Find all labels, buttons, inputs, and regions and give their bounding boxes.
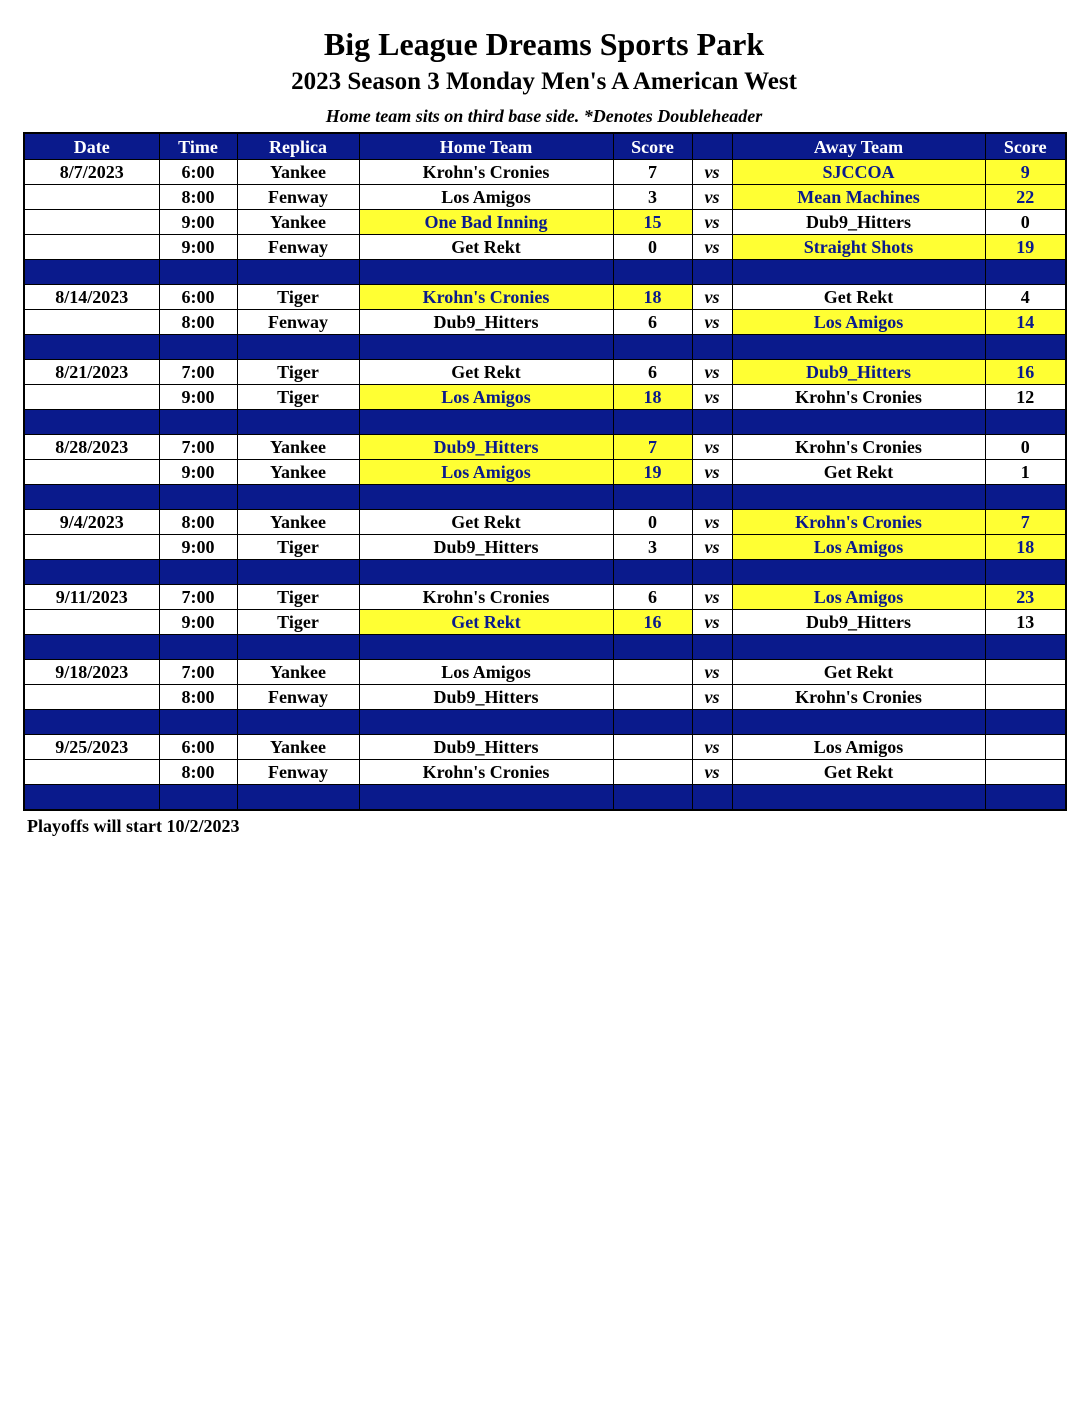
separator-cell bbox=[692, 560, 732, 585]
separator-cell bbox=[985, 485, 1066, 510]
week-separator-row bbox=[24, 560, 1066, 585]
separator-cell bbox=[985, 785, 1066, 811]
away-team: Straight Shots bbox=[732, 235, 985, 260]
game-date bbox=[24, 210, 159, 235]
game-row bbox=[24, 385, 1066, 410]
home-score: 7 bbox=[613, 160, 692, 185]
home-score: 15 bbox=[613, 210, 692, 235]
separator-cell bbox=[359, 635, 613, 660]
separator-cell bbox=[613, 785, 692, 811]
home-team: Krohn's Cronies bbox=[359, 760, 613, 785]
away-score: 18 bbox=[985, 535, 1066, 560]
week-separator-row bbox=[24, 260, 1066, 285]
separator-cell bbox=[985, 710, 1066, 735]
separator-cell bbox=[159, 335, 237, 360]
col-away-team: Away Team bbox=[732, 133, 985, 160]
separator-cell bbox=[613, 485, 692, 510]
separator-cell bbox=[237, 710, 359, 735]
away-score: 16 bbox=[985, 360, 1066, 385]
game-row bbox=[24, 535, 1066, 560]
separator-cell bbox=[24, 785, 159, 811]
game-date bbox=[24, 385, 159, 410]
col-home-score: Score bbox=[613, 133, 692, 160]
home-score: 0 bbox=[613, 235, 692, 260]
game-time: 8:00 bbox=[159, 310, 237, 335]
col-vs bbox=[692, 133, 732, 160]
game-row bbox=[24, 685, 1066, 710]
separator-cell bbox=[732, 710, 985, 735]
home-score bbox=[613, 660, 692, 685]
home-team: Los Amigos bbox=[359, 385, 613, 410]
game-replica: Tiger bbox=[237, 285, 359, 310]
game-date bbox=[24, 610, 159, 635]
page-subtitle: 2023 Season 3 Monday Men's A American West bbox=[291, 68, 797, 95]
away-team: Get Rekt bbox=[732, 660, 985, 685]
game-replica: Yankee bbox=[237, 735, 359, 760]
away-score: 7 bbox=[985, 510, 1066, 535]
game-date bbox=[24, 460, 159, 485]
vs-label: vs bbox=[692, 235, 732, 260]
home-team: Los Amigos bbox=[359, 185, 613, 210]
game-time: 8:00 bbox=[159, 685, 237, 710]
game-time: 6:00 bbox=[159, 160, 237, 185]
separator-cell bbox=[359, 560, 613, 585]
game-time: 8:00 bbox=[159, 760, 237, 785]
game-row bbox=[24, 660, 1066, 685]
separator-cell bbox=[732, 485, 985, 510]
home-score: 6 bbox=[613, 310, 692, 335]
vs-label: vs bbox=[692, 460, 732, 485]
game-row bbox=[24, 760, 1066, 785]
home-score: 0 bbox=[613, 510, 692, 535]
separator-cell bbox=[613, 335, 692, 360]
game-row bbox=[24, 360, 1066, 385]
away-score: 1 bbox=[985, 460, 1066, 485]
week-separator-row bbox=[24, 710, 1066, 735]
schedule-body bbox=[24, 160, 1066, 811]
game-time: 7:00 bbox=[159, 585, 237, 610]
away-score: 19 bbox=[985, 235, 1066, 260]
home-team: Get Rekt bbox=[359, 360, 613, 385]
separator-cell bbox=[159, 485, 237, 510]
game-row bbox=[24, 160, 1066, 185]
separator-cell bbox=[359, 410, 613, 435]
separator-cell bbox=[24, 485, 159, 510]
away-team: Dub9_Hitters bbox=[732, 610, 985, 635]
game-replica: Yankee bbox=[237, 510, 359, 535]
separator-cell bbox=[159, 635, 237, 660]
away-score: 0 bbox=[985, 435, 1066, 460]
col-time: Time bbox=[159, 133, 237, 160]
separator-cell bbox=[24, 410, 159, 435]
home-score: 6 bbox=[613, 585, 692, 610]
separator-cell bbox=[985, 260, 1066, 285]
away-team: Krohn's Cronies bbox=[732, 510, 985, 535]
game-time: 7:00 bbox=[159, 360, 237, 385]
separator-cell bbox=[159, 560, 237, 585]
separator-cell bbox=[732, 335, 985, 360]
home-score: 6 bbox=[613, 360, 692, 385]
away-team: Krohn's Cronies bbox=[732, 385, 985, 410]
away-score: 13 bbox=[985, 610, 1066, 635]
away-score: 22 bbox=[985, 185, 1066, 210]
vs-label: vs bbox=[692, 685, 732, 710]
week-separator-row bbox=[24, 635, 1066, 660]
week-separator-row bbox=[24, 335, 1066, 360]
separator-cell bbox=[692, 785, 732, 811]
game-row bbox=[24, 310, 1066, 335]
game-replica: Yankee bbox=[237, 160, 359, 185]
separator-cell bbox=[359, 785, 613, 811]
separator-cell bbox=[732, 410, 985, 435]
game-date bbox=[24, 185, 159, 210]
game-replica: Yankee bbox=[237, 660, 359, 685]
game-replica: Yankee bbox=[237, 460, 359, 485]
playoffs-note: Playoffs will start 10/2/2023 bbox=[27, 816, 240, 836]
col-home-team: Home Team bbox=[359, 133, 613, 160]
home-score: 19 bbox=[613, 460, 692, 485]
vs-label: vs bbox=[692, 210, 732, 235]
away-team: Los Amigos bbox=[732, 735, 985, 760]
week-separator-row bbox=[24, 485, 1066, 510]
separator-cell bbox=[732, 785, 985, 811]
game-time: 7:00 bbox=[159, 660, 237, 685]
game-replica: Yankee bbox=[237, 210, 359, 235]
separator-cell bbox=[24, 335, 159, 360]
game-time: 7:00 bbox=[159, 435, 237, 460]
away-team: Get Rekt bbox=[732, 760, 985, 785]
home-score bbox=[613, 760, 692, 785]
vs-label: vs bbox=[692, 285, 732, 310]
game-replica: Fenway bbox=[237, 185, 359, 210]
home-score bbox=[613, 735, 692, 760]
vs-label: vs bbox=[692, 160, 732, 185]
game-row bbox=[24, 435, 1066, 460]
game-date bbox=[24, 760, 159, 785]
separator-cell bbox=[985, 560, 1066, 585]
separator-cell bbox=[692, 485, 732, 510]
game-row bbox=[24, 585, 1066, 610]
col-date: Date bbox=[24, 133, 159, 160]
separator-cell bbox=[237, 485, 359, 510]
separator-cell bbox=[237, 785, 359, 811]
game-date bbox=[24, 235, 159, 260]
page-title: Big League Dreams Sports Park bbox=[323, 26, 765, 62]
away-score: 23 bbox=[985, 585, 1066, 610]
vs-label: vs bbox=[692, 735, 732, 760]
separator-cell bbox=[613, 560, 692, 585]
game-replica: Fenway bbox=[237, 685, 359, 710]
separator-cell bbox=[359, 260, 613, 285]
schedule-table bbox=[23, 132, 1067, 811]
game-time: 9:00 bbox=[159, 460, 237, 485]
col-replica: Replica bbox=[237, 133, 359, 160]
game-time: 6:00 bbox=[159, 735, 237, 760]
separator-cell bbox=[692, 410, 732, 435]
separator-cell bbox=[159, 785, 237, 811]
game-time: 9:00 bbox=[159, 535, 237, 560]
game-replica: Fenway bbox=[237, 235, 359, 260]
home-score: 18 bbox=[613, 385, 692, 410]
away-team: Krohn's Cronies bbox=[732, 685, 985, 710]
game-time: 9:00 bbox=[159, 210, 237, 235]
game-replica: Tiger bbox=[237, 610, 359, 635]
separator-cell bbox=[359, 335, 613, 360]
separator-cell bbox=[613, 410, 692, 435]
header-row bbox=[24, 133, 1066, 160]
game-row bbox=[24, 510, 1066, 535]
separator-cell bbox=[692, 260, 732, 285]
game-time: 6:00 bbox=[159, 285, 237, 310]
away-score: 4 bbox=[985, 285, 1066, 310]
separator-cell bbox=[159, 260, 237, 285]
separator-cell bbox=[613, 635, 692, 660]
away-score bbox=[985, 660, 1066, 685]
game-replica: Tiger bbox=[237, 360, 359, 385]
game-replica: Tiger bbox=[237, 585, 359, 610]
separator-cell bbox=[237, 335, 359, 360]
game-time: 8:00 bbox=[159, 185, 237, 210]
game-replica: Tiger bbox=[237, 385, 359, 410]
home-score: 18 bbox=[613, 285, 692, 310]
game-time: 9:00 bbox=[159, 235, 237, 260]
home-score bbox=[613, 685, 692, 710]
away-team: Get Rekt bbox=[732, 460, 985, 485]
game-row bbox=[24, 610, 1066, 635]
vs-label: vs bbox=[692, 185, 732, 210]
separator-cell bbox=[613, 260, 692, 285]
away-score bbox=[985, 735, 1066, 760]
home-team: Krohn's Cronies bbox=[359, 285, 613, 310]
home-team: Get Rekt bbox=[359, 510, 613, 535]
away-team: Mean Machines bbox=[732, 185, 985, 210]
away-team: Krohn's Cronies bbox=[732, 435, 985, 460]
separator-cell bbox=[359, 710, 613, 735]
game-date: 9/18/2023 bbox=[24, 660, 159, 685]
game-row bbox=[24, 185, 1066, 210]
away-score: 0 bbox=[985, 210, 1066, 235]
game-replica: Tiger bbox=[237, 535, 359, 560]
home-score: 3 bbox=[613, 535, 692, 560]
home-team: Get Rekt bbox=[359, 235, 613, 260]
vs-label: vs bbox=[692, 310, 732, 335]
separator-cell bbox=[692, 710, 732, 735]
home-team: Dub9_Hitters bbox=[359, 310, 613, 335]
game-date: 8/28/2023 bbox=[24, 435, 159, 460]
week-separator-row bbox=[24, 410, 1066, 435]
away-team: Dub9_Hitters bbox=[732, 210, 985, 235]
away-team: Los Amigos bbox=[732, 585, 985, 610]
game-replica: Fenway bbox=[237, 760, 359, 785]
away-team: Los Amigos bbox=[732, 310, 985, 335]
vs-label: vs bbox=[692, 610, 732, 635]
schedule-note: Home team sits on third base side. *Denotes Doubleheader bbox=[325, 106, 763, 126]
vs-label: vs bbox=[692, 760, 732, 785]
game-date bbox=[24, 535, 159, 560]
game-time: 8:00 bbox=[159, 510, 237, 535]
game-date bbox=[24, 685, 159, 710]
away-score bbox=[985, 685, 1066, 710]
vs-label: vs bbox=[692, 510, 732, 535]
game-date: 8/7/2023 bbox=[24, 160, 159, 185]
away-team: Get Rekt bbox=[732, 285, 985, 310]
vs-label: vs bbox=[692, 660, 732, 685]
home-score: 16 bbox=[613, 610, 692, 635]
vs-label: vs bbox=[692, 385, 732, 410]
home-team: Los Amigos bbox=[359, 660, 613, 685]
game-date bbox=[24, 310, 159, 335]
separator-cell bbox=[692, 635, 732, 660]
separator-cell bbox=[24, 710, 159, 735]
home-team: Dub9_Hitters bbox=[359, 735, 613, 760]
home-team: Krohn's Cronies bbox=[359, 160, 613, 185]
separator-cell bbox=[732, 560, 985, 585]
away-score bbox=[985, 760, 1066, 785]
home-score: 3 bbox=[613, 185, 692, 210]
separator-cell bbox=[237, 560, 359, 585]
vs-label: vs bbox=[692, 360, 732, 385]
game-time: 9:00 bbox=[159, 385, 237, 410]
separator-cell bbox=[985, 635, 1066, 660]
game-row bbox=[24, 210, 1066, 235]
home-team: Dub9_Hitters bbox=[359, 685, 613, 710]
game-replica: Yankee bbox=[237, 435, 359, 460]
away-score: 12 bbox=[985, 385, 1066, 410]
vs-label: vs bbox=[692, 585, 732, 610]
separator-cell bbox=[237, 635, 359, 660]
away-team: SJCCOA bbox=[732, 160, 985, 185]
home-score: 7 bbox=[613, 435, 692, 460]
game-date: 9/4/2023 bbox=[24, 510, 159, 535]
away-team: Dub9_Hitters bbox=[732, 360, 985, 385]
home-team: Get Rekt bbox=[359, 610, 613, 635]
game-date: 9/11/2023 bbox=[24, 585, 159, 610]
separator-cell bbox=[692, 335, 732, 360]
separator-cell bbox=[985, 410, 1066, 435]
home-team: Dub9_Hitters bbox=[359, 435, 613, 460]
separator-cell bbox=[237, 410, 359, 435]
home-team: One Bad Inning bbox=[359, 210, 613, 235]
week-separator-row bbox=[24, 785, 1066, 811]
home-team: Krohn's Cronies bbox=[359, 585, 613, 610]
separator-cell bbox=[24, 260, 159, 285]
separator-cell bbox=[159, 710, 237, 735]
separator-cell bbox=[24, 635, 159, 660]
separator-cell bbox=[359, 485, 613, 510]
separator-cell bbox=[237, 260, 359, 285]
vs-label: vs bbox=[692, 435, 732, 460]
separator-cell bbox=[159, 410, 237, 435]
game-date: 9/25/2023 bbox=[24, 735, 159, 760]
home-team: Dub9_Hitters bbox=[359, 535, 613, 560]
game-date: 8/14/2023 bbox=[24, 285, 159, 310]
game-time: 9:00 bbox=[159, 610, 237, 635]
game-row bbox=[24, 235, 1066, 260]
game-row bbox=[24, 285, 1066, 310]
home-team: Los Amigos bbox=[359, 460, 613, 485]
separator-cell bbox=[613, 710, 692, 735]
separator-cell bbox=[985, 335, 1066, 360]
away-team: Los Amigos bbox=[732, 535, 985, 560]
away-score: 9 bbox=[985, 160, 1066, 185]
vs-label: vs bbox=[692, 535, 732, 560]
separator-cell bbox=[24, 560, 159, 585]
away-score: 14 bbox=[985, 310, 1066, 335]
col-away-score: Score bbox=[985, 133, 1066, 160]
game-date: 8/21/2023 bbox=[24, 360, 159, 385]
game-replica: Fenway bbox=[237, 310, 359, 335]
separator-cell bbox=[732, 635, 985, 660]
game-row bbox=[24, 460, 1066, 485]
separator-cell bbox=[732, 260, 985, 285]
game-row bbox=[24, 735, 1066, 760]
